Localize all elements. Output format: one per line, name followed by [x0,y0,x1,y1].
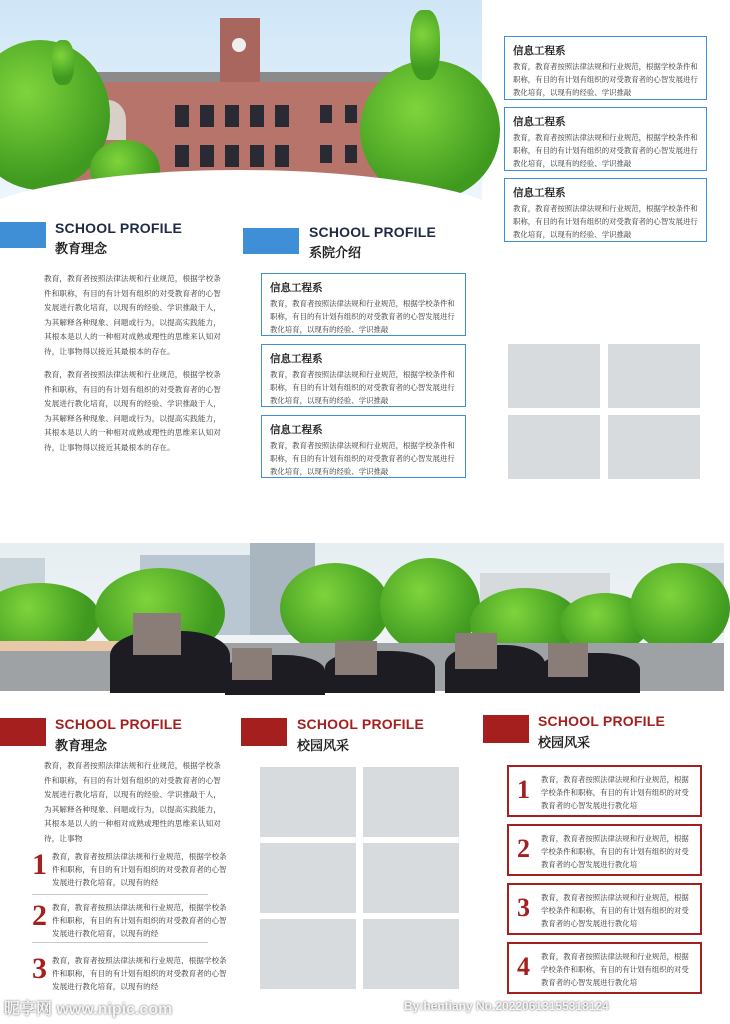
item-text: 教育，教育者按照法律法规和行业规范，根据学校条件和职称，有目的有计划有组织的对受教育者的心智发展进行教化培 [541,834,689,869]
image-placeholder [260,767,356,837]
watermark-left: 昵享网 www.nipic.com [4,1001,173,1018]
card-text: 教育，教育者按照法律法规和行业规范，根据学校条件和职称，有目的有计划有组织的对受教育者的心智发展进行教化培育，以现有的经验、学识推敲 [270,299,455,334]
item-number: 1 [517,775,530,804]
image-placeholder [608,415,700,479]
accent-bar [483,715,529,743]
item-number: 1 [32,848,47,881]
image-placeholder [508,344,600,408]
card-text: 教育，教育者按照法律法规和行业规范，根据学校条件和职称，有目的有计划有组织的对受教育者的心智发展进行教化培育，以现有的经验、学识推敲 [270,370,455,405]
section-heading-cn: 校园风采 [538,736,591,751]
section-heading-en: SCHOOL PROFILE [55,220,182,236]
item-number: 2 [32,899,47,932]
item-number: 3 [32,952,47,985]
image-placeholder [260,919,356,989]
numbered-card [507,942,702,994]
section-heading-cn: 校园风采 [297,739,350,754]
item-text: 教育，教育者按照法律法规和行业规范，根据学校条件和职称，有目的有计划有组织的对受教育者的心智发展进行教化培 [541,952,689,987]
department-card [261,344,466,407]
numbered-item [32,901,232,941]
section-heading-en: SCHOOL PROFILE [309,224,436,240]
divider [32,942,208,943]
image-placeholder [260,843,356,913]
card-text: 教育，教育者按照法律法规和行业规范，根据学校条件和职称，有目的有计划有组织的对受教育者的心智发展进行教化培育，以现有的经验、学识推敲 [513,204,698,239]
card-title: 信息工程系 [270,353,323,365]
section-heading-en: SCHOOL PROFILE [55,716,182,732]
numbered-card [507,765,702,817]
numbered-card [507,883,702,935]
department-card [504,178,707,242]
campus-building-photo [0,0,482,200]
numbered-item [32,954,232,994]
image-placeholder [508,415,600,479]
card-title: 信息工程系 [270,282,323,294]
watermark-right: By:hentiany No.20220613155318124 [404,999,609,1013]
card-text: 教育，教育者按照法律法规和行业规范，根据学校条件和职称，有目的有计划有组织的对受教育者的心智发展进行教化培育，以现有的经验、学识推敲 [513,133,698,168]
image-placeholder [363,919,459,989]
section-heading-cn: 教育理念 [55,242,108,257]
card-text: 教育，教育者按照法律法规和行业规范，根据学校条件和职称，有目的有计划有组织的对受教育者的心智发展进行教化培育，以现有的经验、学识推敲 [270,441,455,476]
graduation-banner-photo [0,543,724,691]
item-text: 教育，教育者按照法律法规和行业规范，根据学校条件和职称，有目的有计划有组织的对受教育者的心智发展进行教化培育，以现有的经 [52,903,227,938]
body-paragraph: 教育，教育者按照法律法规和行业规范，根据学校条件和职称，有目的有计划有组织的对受教育者的心智发展进行教化培育，以现有的经验、学识推敲于人，为其解释各种现象、问题或行为，以提高实践能力，其根本是以人的一种相对成熟或理性的思维来认知对待，让事物得以接近其最根本的存在。 [44,274,221,356]
section-heading-en: SCHOOL PROFILE [297,716,424,732]
image-placeholder [363,843,459,913]
card-title: 信息工程系 [513,187,566,199]
department-card [504,107,707,171]
card-title: 信息工程系 [513,116,566,128]
numbered-item [32,850,232,890]
department-card [504,36,707,100]
divider [32,894,208,895]
item-text: 教育，教育者按照法律法规和行业规范，根据学校条件和职称，有目的有计划有组织的对受教育者的心智发展进行教化培 [541,893,689,928]
section-heading-cn: 系院介绍 [309,246,362,261]
accent-bar [241,718,287,746]
accent-bar [0,718,46,746]
image-placeholder [608,344,700,408]
card-title: 信息工程系 [513,45,566,57]
accent-bar [243,228,299,254]
accent-bar [0,222,46,248]
item-text: 教育，教育者按照法律法规和行业规范，根据学校条件和职称，有目的有计划有组织的对受教育者的心智发展进行教化培育，以现有的经 [52,852,227,887]
department-card [261,415,466,478]
item-number: 2 [517,834,530,863]
section-heading-en: SCHOOL PROFILE [538,713,665,729]
item-text: 教育，教育者按照法律法规和行业规范，根据学校条件和职称，有目的有计划有组织的对受教育者的心智发展进行教化培 [541,775,689,810]
item-number: 3 [517,893,530,922]
card-text: 教育，教育者按照法律法规和行业规范，根据学校条件和职称，有目的有计划有组织的对受教育者的心智发展进行教化培育，以现有的经验、学识推敲 [513,62,698,97]
department-card [261,273,466,336]
image-placeholder [363,767,459,837]
item-number: 4 [517,952,530,981]
card-title: 信息工程系 [270,424,323,436]
item-text: 教育，教育者按照法律法规和行业规范，根据学校条件和职称，有目的有计划有组织的对受教育者的心智发展进行教化培育，以现有的经 [52,956,227,991]
section-heading-cn: 教育理念 [55,739,108,754]
numbered-card [507,824,702,876]
body-paragraph: 教育，教育者按照法律法规和行业规范，根据学校条件和职称，有目的有计划有组织的对受教育者的心智发展进行教化培育，以现有的经验、学识推敲于人，为其解释各种现象、问题或行为，以提高实践能力，其根本是以人的一种相对成熟或理性的思维来认知对待，让事物得以接近其最根本的存在。 [44,370,221,452]
body-paragraph: 教育，教育者按照法律法规和行业规范，根据学校条件和职称，有目的有计划有组织的对受教育者的心智发展进行教化培育，以现有的经验、学识推敲于人，为其解释各种现象、问题或行为，以提高实践能力，其根本是以人的一种相对成熟或理性的思维来认知对待，让事物 [44,761,221,843]
